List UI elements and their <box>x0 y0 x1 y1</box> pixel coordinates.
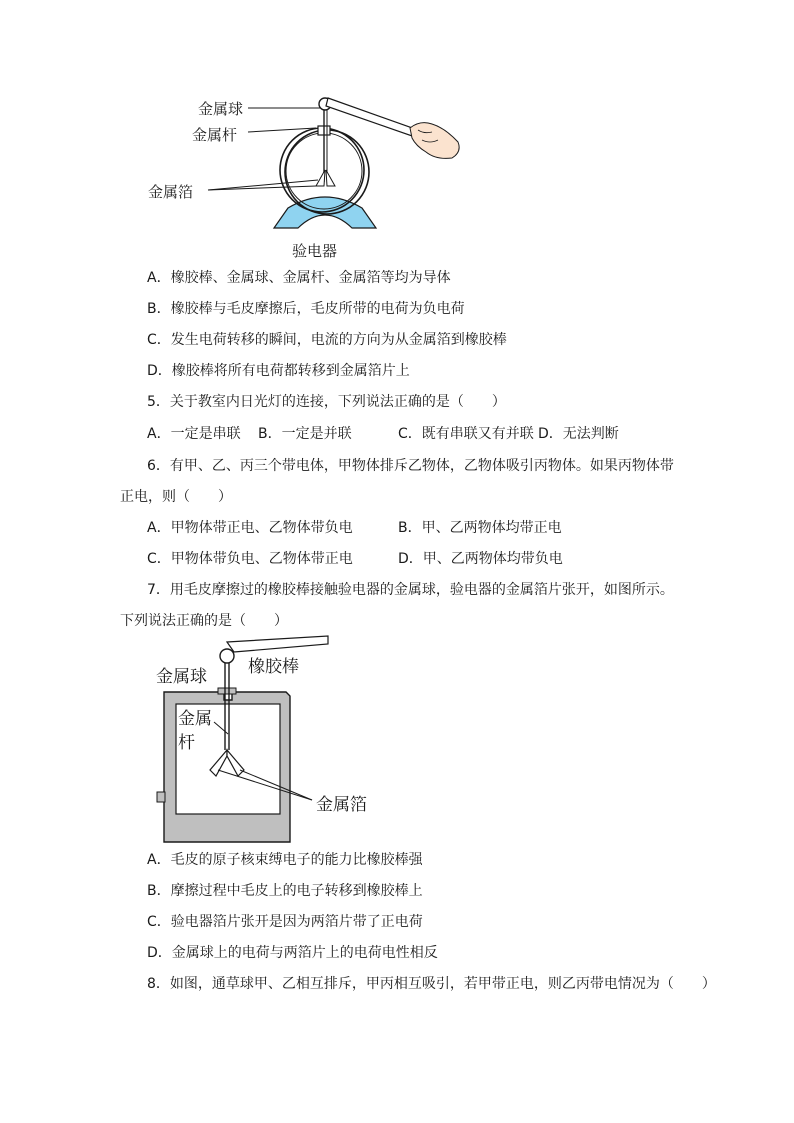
q5-stem: 5．关于教室内日光灯的连接，下列说法正确的是（ ） <box>147 394 506 410</box>
q6-option-c: C．甲物体带负电、乙物体带正电 <box>147 551 353 567</box>
q7-option-c: C．验电器箔片张开是因为两箔片带了正电荷 <box>147 914 423 930</box>
q7-option-b: B．摩擦过程中毛皮上的电子转移到橡胶棒上 <box>147 883 423 899</box>
electroscope-figure-1 <box>140 90 470 265</box>
figure1-label-rod: 金属杆 <box>192 126 238 144</box>
figure1-label-foil: 金属箔 <box>148 183 194 201</box>
electroscope-2-drawing <box>150 630 390 848</box>
figure2-label-rubber-rod: 橡胶棒 <box>248 657 299 677</box>
q6-stem-line1: 6．有甲、乙、丙三个带电体，甲物体排斥乙物体，乙物体吸引丙物体。如果丙物体带 <box>147 458 674 474</box>
q4-option-c: C．发生电荷转移的瞬间，电流的方向为从金属箔到橡胶棒 <box>147 332 507 348</box>
q6-option-a: A．甲物体带正电、乙物体带负电 <box>147 520 353 536</box>
q6-option-d: D．甲、乙两物体均带负电 <box>398 551 563 567</box>
figure2-label-rod-line2: 杆 <box>178 733 195 753</box>
q7-option-d: D．金属球上的电荷与两箔片上的电荷电性相反 <box>147 945 438 961</box>
q6-stem-line2: 正电，则（ ） <box>120 489 232 505</box>
electroscope-1-drawing <box>140 90 470 265</box>
q7-option-a: A．毛皮的原子核束缚电子的能力比橡胶棒强 <box>147 852 423 868</box>
q4-option-b: B．橡胶棒与毛皮摩擦后，毛皮所带的电荷为负电荷 <box>147 301 465 317</box>
figure1-caption: 验电器 <box>292 242 338 260</box>
q4-option-a: A．橡胶棒、金属球、金属杆、金属箔等均为导体 <box>147 270 451 286</box>
q5-option-a: A．一定是串联 <box>147 426 241 442</box>
figure1-label-ball: 金属球 <box>198 100 244 118</box>
figure2-label-foil: 金属箔 <box>316 795 367 815</box>
q4-option-d: D．橡胶棒将所有电荷都转移到金属箔片上 <box>147 363 410 379</box>
figure2-label-ball: 金属球 <box>156 667 207 687</box>
figure2-label-rod-line1: 金属 <box>178 709 212 729</box>
q7-stem-line2: 下列说法正确的是（ ） <box>120 613 288 629</box>
q6-option-b: B．甲、乙两物体均带正电 <box>398 520 562 536</box>
q7-stem-line1: 7．用毛皮摩擦过的橡胶棒接触验电器的金属球，验电器的金属箔片张开，如图所示。 <box>147 582 674 598</box>
q8-stem: 8．如图，通草球甲、乙相互排斥，甲丙相互吸引，若甲带正电，则乙丙带电情况为（ ） <box>147 976 716 992</box>
q5-option-b: B．一定是并联 <box>258 426 352 442</box>
q5-option-d: D．无法判断 <box>538 426 619 442</box>
q5-option-c: C．既有串联又有并联 <box>398 426 534 442</box>
electroscope-figure-2 <box>150 630 390 848</box>
